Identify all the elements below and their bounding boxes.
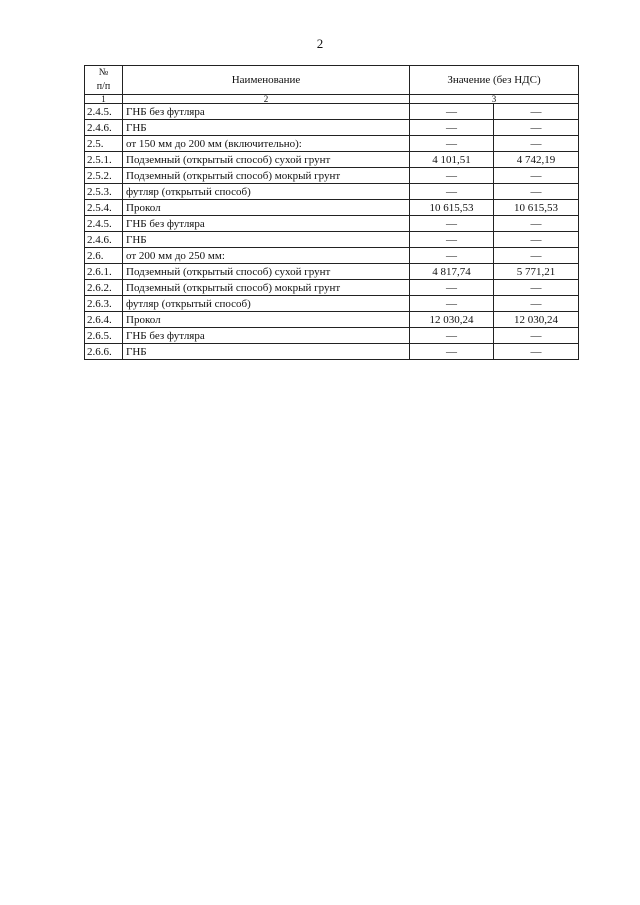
row-value-1-cell: 12 030,24 <box>410 312 494 328</box>
table-row <box>85 312 579 328</box>
table-row <box>85 280 579 296</box>
row-value-2-cell: — <box>494 216 579 232</box>
row-name-cell: футляр (открытый способ) <box>123 296 410 312</box>
row-number-cell: 2.6.2. <box>85 280 123 296</box>
page-number: 2 <box>316 36 324 51</box>
row-value-2-cell: — <box>494 232 579 248</box>
header-number-line2: п/п <box>96 81 111 92</box>
table-row <box>85 296 579 312</box>
row-number-cell: 2.4.6. <box>85 232 123 248</box>
row-value-2-cell: — <box>494 184 579 200</box>
header-number-line1: № <box>98 67 109 78</box>
row-value-1-cell: 10 615,53 <box>410 200 494 216</box>
row-number-cell: 2.5.1. <box>85 152 123 168</box>
table-row <box>85 184 579 200</box>
row-name-cell: от 150 мм до 200 мм (включительно): <box>123 136 410 152</box>
column-index-row <box>85 95 579 104</box>
row-value-1-cell: — <box>410 136 494 152</box>
row-value-1-cell: — <box>410 328 494 344</box>
row-value-2-cell: — <box>494 328 579 344</box>
table-row <box>85 264 579 280</box>
row-value-2-cell: 5 771,21 <box>494 264 579 280</box>
row-value-2-cell: — <box>494 248 579 264</box>
row-name-cell: ГНБ <box>123 120 410 136</box>
row-value-2-cell: — <box>494 344 579 360</box>
column-index-2: 2 <box>123 95 410 104</box>
table-row <box>85 344 579 360</box>
row-name-cell: от 200 мм до 250 мм: <box>123 248 410 264</box>
row-value-2-cell: — <box>494 168 579 184</box>
row-number-cell: 2.6.5. <box>85 328 123 344</box>
row-name-cell: ГНБ без футляра <box>123 216 410 232</box>
table-row <box>85 168 579 184</box>
row-value-1-cell: — <box>410 232 494 248</box>
row-number-cell: 2.6.3. <box>85 296 123 312</box>
row-name-cell: Прокол <box>123 312 410 328</box>
row-name-cell: Подземный (открытый способ) мокрый грунт <box>123 168 410 184</box>
table-body <box>85 104 579 360</box>
row-number-cell: 2.6.4. <box>85 312 123 328</box>
row-value-2-cell: — <box>494 136 579 152</box>
row-name-cell: Подземный (открытый способ) мокрый грунт <box>123 280 410 296</box>
table-header-row <box>85 66 579 95</box>
table-row <box>85 104 579 120</box>
row-name-cell: Подземный (открытый способ) сухой грунт <box>123 264 410 280</box>
row-number-cell: 2.5.3. <box>85 184 123 200</box>
table-row <box>85 200 579 216</box>
row-name-cell: ГНБ без футляра <box>123 328 410 344</box>
row-value-2-cell: — <box>494 280 579 296</box>
row-name-cell: Подземный (открытый способ) сухой грунт <box>123 152 410 168</box>
table-row <box>85 120 579 136</box>
row-number-cell: 2.6.6. <box>85 344 123 360</box>
header-name: Наименование <box>123 66 410 95</box>
row-name-cell: ГНБ <box>123 344 410 360</box>
row-name-cell: ГНБ <box>123 232 410 248</box>
column-index-1: 1 <box>85 95 123 104</box>
table-row <box>85 152 579 168</box>
row-name-cell: ГНБ без футляра <box>123 104 410 120</box>
row-value-2-cell: — <box>494 296 579 312</box>
row-value-2-cell: 10 615,53 <box>494 200 579 216</box>
row-number-cell: 2.5. <box>85 136 123 152</box>
row-number-cell: 2.4.5. <box>85 216 123 232</box>
row-value-1-cell: — <box>410 344 494 360</box>
header-value: Значение (без НДС) <box>410 66 579 95</box>
row-value-1-cell: — <box>410 184 494 200</box>
row-value-2-cell: 4 742,19 <box>494 152 579 168</box>
row-value-1-cell: — <box>410 280 494 296</box>
row-value-1-cell: — <box>410 216 494 232</box>
table-row <box>85 136 579 152</box>
row-value-1-cell: — <box>410 296 494 312</box>
row-value-1-cell: 4 101,51 <box>410 152 494 168</box>
row-number-cell: 2.6. <box>85 248 123 264</box>
row-number-cell: 2.6.1. <box>85 264 123 280</box>
row-number-cell: 2.5.4. <box>85 200 123 216</box>
row-value-1-cell: — <box>410 248 494 264</box>
row-value-1-cell: — <box>410 168 494 184</box>
row-value-2-cell: — <box>494 120 579 136</box>
row-value-2-cell: 12 030,24 <box>494 312 579 328</box>
row-number-cell: 2.4.5. <box>85 104 123 120</box>
tariff-table <box>84 65 579 360</box>
row-name-cell: Прокол <box>123 200 410 216</box>
header-number <box>85 66 123 95</box>
row-number-cell: 2.5.2. <box>85 168 123 184</box>
column-index-3: 3 <box>410 95 579 104</box>
row-name-cell: футляр (открытый способ) <box>123 184 410 200</box>
row-value-1-cell: — <box>410 104 494 120</box>
table-row <box>85 232 579 248</box>
table-row <box>85 248 579 264</box>
row-number-cell: 2.4.6. <box>85 120 123 136</box>
table-row <box>85 216 579 232</box>
row-value-1-cell: — <box>410 120 494 136</box>
row-value-2-cell: — <box>494 104 579 120</box>
table-row <box>85 328 579 344</box>
row-value-1-cell: 4 817,74 <box>410 264 494 280</box>
